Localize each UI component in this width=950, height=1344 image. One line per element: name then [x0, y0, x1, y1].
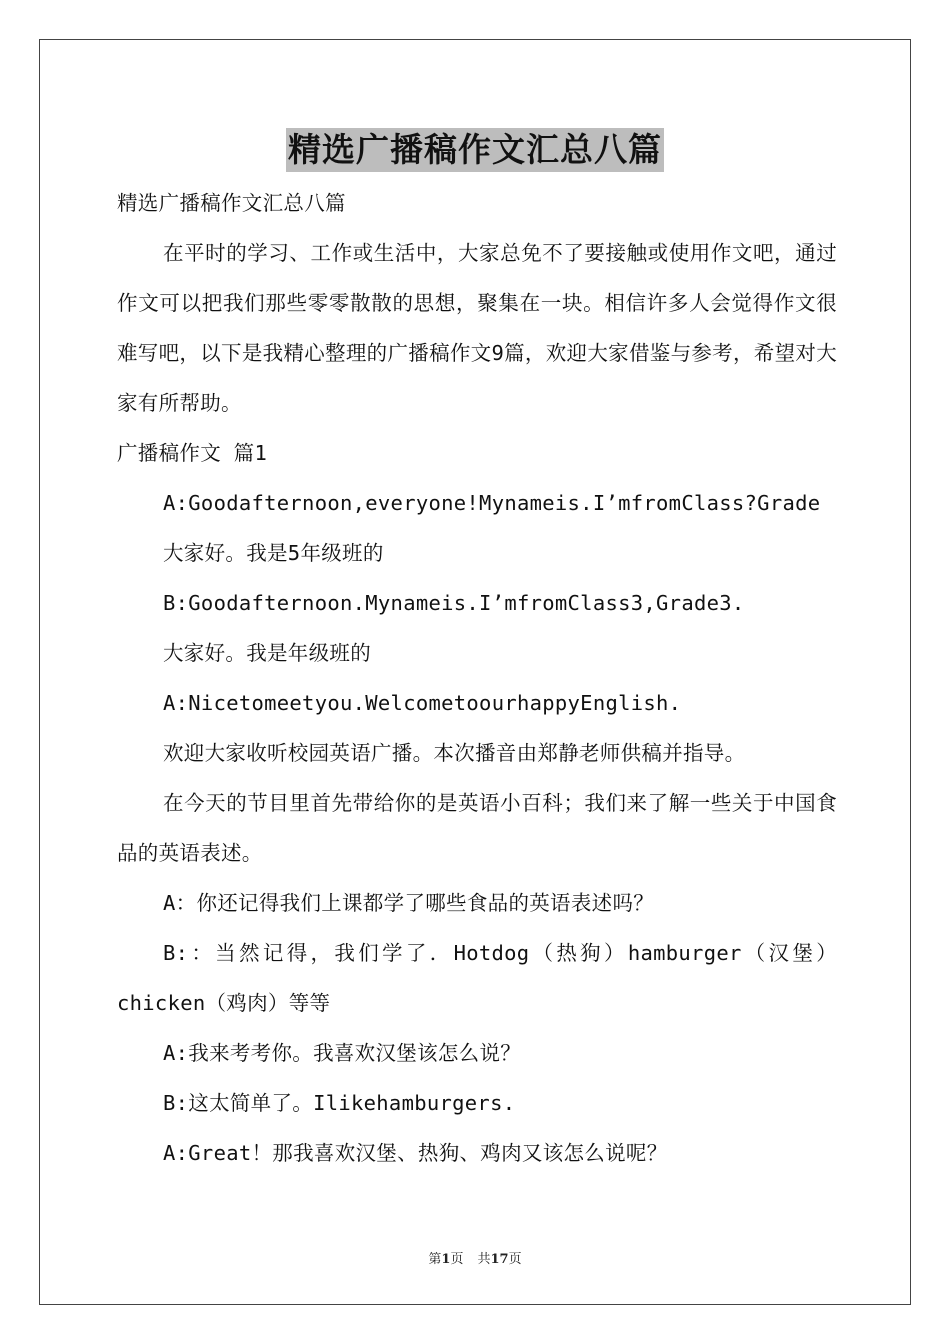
- title-block: [0, 128, 950, 172]
- dialogue-line: 大家好。我是年级班的: [163, 641, 371, 665]
- page-prefix: 第: [428, 1252, 442, 1267]
- total-suffix: 页: [508, 1252, 522, 1267]
- document-title: 精选广播稿作文汇总八篇: [286, 128, 664, 172]
- dialogue-line: A:Nicetomeetyou.WelcometoourhappyEnglish.: [163, 691, 682, 715]
- dialogue-line: B:Goodafternoon.Mynameis.I’mfromClass3,Grade3.: [163, 591, 745, 615]
- body-paragraph: 在今天的节目里首先带给你的是英语小百科；我们来了解一些关于中国食品的英语表述。: [117, 791, 837, 865]
- dialogue-line: A:我来考考你。我喜欢汉堡该怎么说？: [163, 1041, 522, 1065]
- page-total: 17: [490, 1252, 509, 1267]
- page-footer: [0, 1248, 950, 1267]
- body-paragraph: 欢迎大家收听校园英语广播。本次播音由郑静老师供稿并指导。: [163, 741, 746, 765]
- document-body: [117, 178, 837, 1178]
- section-heading: 广播稿作文 篇1: [117, 441, 268, 465]
- dialogue-line: 大家好。我是5年级班的: [163, 541, 384, 565]
- page-suffix: 页: [450, 1252, 464, 1267]
- total-prefix: 共: [477, 1252, 491, 1267]
- intro-paragraph: 在平时的学习、工作或生活中，大家总免不了要接触或使用作文吧，通过作文可以把我们那些零零散散的思想，聚集在一块。相信许多人会觉得作文很难写吧，以下是我精心整理的广播稿作文9篇，欢迎大家借鉴与参考，希望对大家有所帮助。: [117, 241, 837, 415]
- page-current: 1: [441, 1252, 451, 1267]
- dialogue-line: B:：当然记得，我们学了．Hotdog（热狗）hamburger（汉堡）chicken（鸡肉）等等: [117, 941, 837, 1015]
- subtitle-line: 精选广播稿作文汇总八篇: [117, 191, 346, 215]
- dialogue-line: B:这太简单了。Ilikehamburgers.: [163, 1091, 516, 1115]
- dialogue-line: A:Great！那我喜欢汉堡、热狗、鸡肉又该怎么说呢？: [163, 1141, 668, 1165]
- dialogue-line: A：你还记得我们上课都学了哪些食品的英语表述吗？: [163, 891, 655, 915]
- dialogue-line: A:Goodafternoon,everyone!Mynameis.I’mfromClass?Grade: [163, 491, 821, 515]
